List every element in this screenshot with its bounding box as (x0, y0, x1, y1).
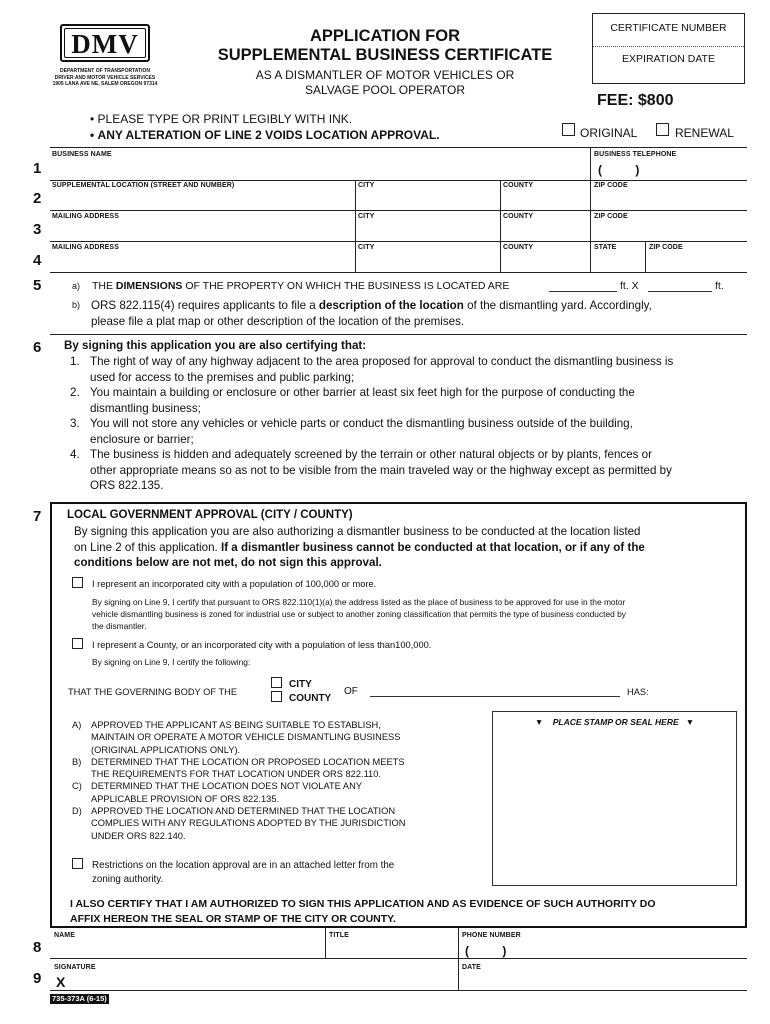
dept-line-3: 1905 LANA AVE NE, SALEM OREGON 97314 (52, 81, 158, 87)
fee-label: FEE: $800 (597, 92, 674, 109)
dept-line-1: DEPARTMENT OF TRANSPORTATION (60, 68, 150, 74)
mailing-address-label: MAILING ADDRESS (52, 213, 119, 220)
instruction-1-text: PLEASE TYPE OR PRINT LEGIBLY WITH INK. (97, 112, 353, 126)
county-option-checkbox[interactable] (271, 691, 282, 702)
form-subtitle-line-1: AS A DISMANTLER OF MOTOR VEHICLES OR (255, 68, 515, 82)
item-5b-text: ORS 822.115(4) requires applicants to file a description of the location of the dismantling yard. Accordingly, please file a plat map or other description of the location of the premises. (91, 299, 652, 328)
form-subtitle-line-2: SALVAGE POOL OPERATOR (304, 83, 466, 97)
section-7-intro: By signing this application you are also authorizing a dismantler business to be conducted at the location listed on Line 2 of this application. If a dismantler business cannot be conducted at that location, or if any of the conditions below are not met, do not sign this approval. (74, 525, 645, 569)
option-2-label: I represent a County, or an incorporated city with a population of less than100,000. (92, 640, 432, 650)
down-arrow-icon: ▼ (534, 717, 544, 727)
date-label: DATE (462, 964, 481, 971)
line-number-6: 6 (33, 339, 42, 356)
dimension-ft-label: ft. (715, 280, 724, 292)
line-number-9: 9 (33, 970, 42, 987)
line-number-4: 4 (33, 252, 42, 269)
county-checkbox[interactable] (72, 638, 83, 649)
phone-number-field[interactable]: ( ) (465, 944, 507, 958)
approval-item-a: A) APPROVED THE APPLICANT AS BEING SUITABLE TO ESTABLISH, MAINTAIN OR OPERATE A MOTOR VEHICLE DISMANTLING BUSINESS (ORIGINAL APPLICATIONS ONLY). (72, 720, 401, 755)
mailing-2-city-label: CITY (358, 244, 375, 251)
business-name-label: BUSINESS NAME (52, 151, 112, 158)
mailing-address-2-field[interactable] (52, 253, 352, 270)
title-label: TITLE (329, 932, 349, 939)
mailing-2-county-label: COUNTY (503, 244, 534, 251)
signature-label: SIGNATURE (54, 964, 96, 971)
name-label: NAME (54, 932, 76, 939)
has-label: HAS: (627, 687, 649, 697)
line-number-5: 5 (33, 277, 42, 294)
supplemental-city-label: CITY (358, 182, 375, 189)
city-option-checkbox[interactable] (271, 677, 282, 688)
stamp-box[interactable] (492, 711, 737, 886)
dept-line-2: DRIVER AND MOTOR VEHICLE SERVICES (54, 74, 156, 81)
mailing-address-field[interactable] (52, 222, 352, 239)
mailing-2-state-label: STATE (594, 244, 617, 251)
restrictions-text: Restrictions on the location approval are in an attached letter from the zoning authority. (92, 860, 395, 885)
expiration-date-field[interactable] (593, 47, 744, 65)
of-label: OF (344, 686, 358, 697)
business-telephone-label: BUSINESS TELEPHONE (594, 151, 677, 158)
restrictions-checkbox[interactable] (72, 858, 83, 869)
approval-item-b: B) DETERMINED THAT THE LOCATION OR PROPOSED LOCATION MEETS THE REQUIREMENTS FOR THAT LOCATION UNDER ORS 822.110. (72, 756, 405, 780)
stamp-label: ▼ PLACE STAMP OR SEAL HERE ▼ (534, 717, 695, 727)
city-option-label: CITY (289, 679, 312, 690)
business-telephone-field[interactable]: ( ) (598, 163, 640, 177)
section-6-list: 1. The right of way of any highway adjacent to the area proposed for approval to conduct the dismantling business is used for access to the premises and public parking; 2. You maintain a building or enclosure or other barrier at least six feet high for the purpose of conducting the dismantling business; 3. You will not store any vehicles or vehicle parts or conduct the dismantling business outside of the building, enclosure or barrier; 4. The business is hidden and adequately screened by the terrain or other natural objects or by plants, fences or other appropriate means so as not to be visible from the main traveled way or the highway except as permitted by ORS 822.135. (70, 355, 674, 492)
mailing-zip-label: ZIP CODE (594, 213, 628, 220)
date-field[interactable] (462, 973, 745, 989)
original-label: ORIGINAL (580, 126, 638, 140)
item-5a-marker: a) (72, 281, 81, 291)
name-field[interactable] (54, 942, 322, 957)
mailing-2-zip-label: ZIP CODE (649, 244, 683, 251)
office-use-box (592, 13, 745, 84)
jurisdiction-name-field[interactable] (370, 696, 620, 697)
mailing-address-2-label: MAILING ADDRESS (52, 244, 119, 251)
supplemental-location-label: SUPPLEMENTAL LOCATION (STREET AND NUMBER) (52, 182, 235, 189)
line-number-1: 1 (33, 160, 42, 177)
governing-body-label: THAT THE GOVERNING BODY OF THE (68, 687, 238, 697)
signature-x-mark: X (56, 974, 66, 990)
supplemental-location-field[interactable] (52, 191, 352, 208)
title-field[interactable] (329, 942, 455, 957)
dmv-logo-text: DMV (64, 28, 146, 58)
section-6-heading: By signing this application you are also certifying that: (64, 339, 367, 352)
approval-item-d: D) APPROVED THE LOCATION AND DETERMINED THAT THE LOCATION COMPLIES WITH ANY REGULATIONS ADOPTED BY THE JURISDICTION UNDER ORS 822.140. (72, 806, 406, 841)
line-number-8: 8 (33, 939, 42, 956)
line-number-2: 2 (33, 190, 42, 207)
original-checkbox[interactable] (562, 123, 575, 136)
down-arrow-icon: ▼ (685, 717, 695, 727)
certify-statement: I ALSO CERTIFY THAT I AM AUTHORIZED TO SIGN THIS APPLICATION AND AS EVIDENCE OF SUCH AUTHORITY DO AFFIX HEREON THE SEAL OR STAMP OF THE CITY OR COUNTY. (70, 898, 656, 925)
bullet: • (90, 128, 95, 142)
supplemental-zip-label: ZIP CODE (594, 182, 628, 189)
county-option-label: COUNTY (289, 693, 332, 704)
expiration-date-label: EXPIRATION DATE (622, 53, 715, 65)
dmv-logo (60, 24, 150, 62)
instruction-2-text: ANY ALTERATION OF LINE 2 VOIDS LOCATION APPROVAL. (97, 128, 440, 142)
certificate-number-label: CERTIFICATE NUMBER (610, 22, 727, 34)
item-5b-marker: b) (72, 300, 81, 310)
approval-items (72, 719, 472, 842)
renewal-checkbox[interactable] (656, 123, 669, 136)
certificate-number-field[interactable] (593, 14, 744, 47)
dimension-length-field[interactable] (648, 291, 712, 292)
form-title-line-2: SUPPLEMENTAL BUSINESS CERTIFICATE (217, 46, 553, 64)
mailing-city-label: CITY (358, 213, 375, 220)
form-number: 735-373A (6-15) (52, 994, 107, 1003)
renewal-label: RENEWAL (675, 126, 734, 140)
instruction-2 (90, 127, 440, 143)
bullet: • (90, 112, 95, 126)
phone-number-label: PHONE NUMBER (462, 932, 521, 939)
section-7-heading: LOCAL GOVERNMENT APPROVAL (CITY / COUNTY) (67, 509, 353, 521)
approval-item-c: C) DETERMINED THAT THE LOCATION DOES NOT VIOLATE ANY APPLICABLE PROVISION OF ORS 822.135. (72, 781, 363, 804)
option-2-detail: By signing on Line 9, I certify the following: (92, 657, 251, 667)
dimension-width-field[interactable] (549, 291, 617, 292)
supplemental-county-label: COUNTY (503, 182, 534, 189)
mailing-county-label: COUNTY (503, 213, 534, 220)
business-name-field[interactable] (52, 161, 587, 178)
option-1-detail: By signing on Line 9, I certify that pursuant to ORS 822.110(1)(a) the address listed as the place of business to be approved for use in the motor vehicle dismantling business is zoned for industrial use or subject to another zoning classification that permits the type of business conducted by the dismantler. (92, 597, 626, 631)
dimension-ftx-label: ft. X (620, 280, 639, 292)
line-number-7: 7 (33, 508, 42, 525)
item-5a-text: THE DIMENSIONS OF THE PROPERTY ON WHICH THE BUSINESS IS LOCATED ARE (92, 280, 510, 292)
incorporated-city-checkbox[interactable] (72, 577, 83, 588)
line-number-3: 3 (33, 221, 42, 238)
form-title-line-1: APPLICATION FOR (309, 27, 461, 45)
signature-field[interactable] (72, 973, 455, 989)
option-1-label: I represent an incorporated city with a population of 100,000 or more. (92, 579, 377, 589)
instruction-1 (90, 111, 440, 127)
